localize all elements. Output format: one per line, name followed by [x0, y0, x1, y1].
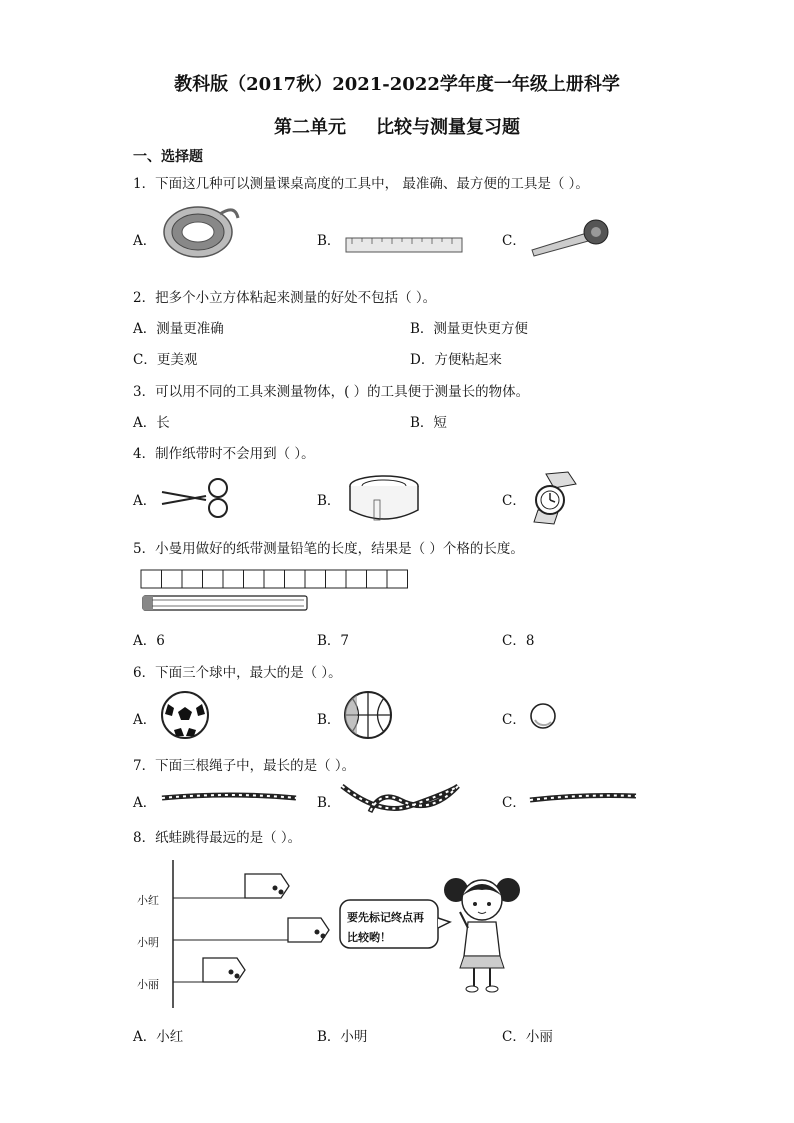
- adhesive-tape-icon: [346, 474, 422, 524]
- unit-label: 第二单元: [274, 117, 346, 138]
- q8-option-b: B．小明: [317, 1029, 368, 1045]
- q8-option-c: C．小丽: [502, 1029, 553, 1045]
- wristwatch-icon: [528, 470, 582, 526]
- scissors-icon: [160, 478, 234, 520]
- q3-option-a: A．长: [133, 415, 170, 431]
- q6-option-b: B．: [317, 712, 341, 728]
- q1-option-c: C．: [502, 233, 526, 249]
- q2-option-b: B．测量更快更方便: [410, 321, 528, 337]
- q7-option-c: C．: [502, 795, 526, 811]
- question-1: 1．下面这几种可以测量课桌高度的工具中， 最准确、最方便的工具是（ ）。: [133, 176, 589, 192]
- rope-a-icon: [160, 790, 300, 806]
- question-7: 7．下面三根绳子中，最长的是（ ）。: [133, 758, 356, 774]
- ping-pong-ball-icon: [529, 702, 557, 730]
- question-6: 6．下面三个球中，最大的是（ ）。: [133, 665, 342, 681]
- q7-option-a: A．: [133, 795, 157, 811]
- paper-strip-and-pencil: [140, 568, 412, 616]
- q5-option-c: C．8: [502, 633, 535, 649]
- unit-topic: 比较与测量复习题: [376, 117, 520, 138]
- measuring-tape-icon: [530, 218, 610, 258]
- girl-illustration-icon: [444, 872, 524, 996]
- ruler-icon: [346, 236, 464, 254]
- q5-option-a: A．6: [133, 633, 165, 649]
- rope-c-icon: [528, 790, 640, 806]
- q8-option-a: A．小红: [133, 1029, 184, 1045]
- frog-jump-chart: [133, 860, 333, 1010]
- soccer-ball-icon: [160, 690, 210, 740]
- frog-label-xiaoming: 小明: [137, 936, 159, 949]
- q6-option-c: C．: [502, 712, 526, 728]
- rope-b-icon: [340, 782, 464, 818]
- frog-label-xiaoli: 小丽: [137, 978, 159, 991]
- q3-option-b: B．短: [410, 415, 447, 431]
- speech-text-line2: 比较哟！: [347, 931, 391, 944]
- page-subtitle: [0, 113, 794, 139]
- q7-option-b: B．: [317, 795, 341, 811]
- q2-option-a: A．测量更准确: [133, 321, 224, 337]
- basketball-icon: [343, 690, 393, 740]
- q1-option-b: B．: [317, 233, 341, 249]
- question-4: 4．制作纸带时不会用到（ ）。: [133, 446, 315, 462]
- q4-option-a: A．: [133, 493, 157, 509]
- q1-option-a: A．: [133, 233, 157, 249]
- q4-option-c: C．: [502, 493, 526, 509]
- tape-roll-icon: [160, 196, 240, 266]
- question-5: 5．小曼用做好的纸带测量铅笔的长度，结果是（ ）个格的长度。: [133, 541, 524, 557]
- question-8: 8．纸蛙跳得最远的是（ ）。: [133, 830, 302, 846]
- q2-option-d: D．方便粘起来: [410, 352, 502, 368]
- q6-option-a: A．: [133, 712, 157, 728]
- q2-option-c: C．更美观: [133, 352, 198, 368]
- question-2: 2．把多个小立方体粘起来测量的好处不包括（ ）。: [133, 290, 437, 306]
- section-heading: 一、选择题: [133, 149, 203, 165]
- frog-label-xiaohong: 小红: [137, 894, 159, 907]
- q4-option-b: B．: [317, 493, 341, 509]
- page-title: 教科版（2017秋）2021-2022学年度一年级上册科学: [174, 74, 620, 95]
- question-3: 3．可以用不同的工具来测量物体，( ）的工具便于测量长的物体。: [133, 384, 530, 400]
- q5-option-b: B．7: [317, 633, 350, 649]
- speech-text-line1: 要先标记终点再: [347, 911, 424, 924]
